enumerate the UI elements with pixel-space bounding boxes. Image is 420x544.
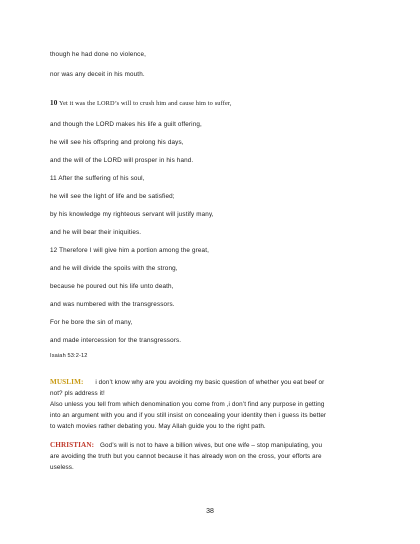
verse-line: and made intercession for the transgressors. bbox=[50, 337, 182, 344]
verse-line: and was numbered with the transgressors. bbox=[50, 301, 175, 308]
verse-line: by his knowledge my righteous servant will justify many, bbox=[50, 211, 214, 218]
verse-line-lead bbox=[50, 99, 232, 108]
verse-line: 11 After the suffering of his soul, bbox=[50, 175, 145, 182]
muslim-line-1 bbox=[50, 377, 372, 388]
muslim-statement bbox=[50, 377, 372, 432]
verse-line: and though the LORD makes his life a guilt offering, bbox=[50, 121, 202, 128]
dialog-text: are avoiding the truth but you cannot because it has already won on the cross, your efforts are bbox=[50, 453, 322, 460]
speaker-label-muslim: MUSLIM: bbox=[50, 378, 84, 386]
verse-line: nor was any deceit in his mouth. bbox=[50, 71, 145, 78]
verse-line: and he will bear their iniquities. bbox=[50, 229, 142, 236]
dialog-text: to watch movies rather debating you. May Allah guide you to the right path. bbox=[50, 423, 266, 430]
dialog-text: Also unless you tell from which denomination you come from ,i don’t find any purpose in getting bbox=[50, 401, 325, 408]
dialog-text: into an argument with you and if you still insist on concealing your identity then i guess its better bbox=[50, 412, 327, 419]
dialog-text: not? pls address it! bbox=[50, 390, 105, 397]
dialog-text: useless. bbox=[50, 464, 74, 471]
christian-statement bbox=[50, 440, 372, 473]
verse-line: he will see the light of life and be satisfied; bbox=[50, 193, 175, 200]
page-number: 38 bbox=[206, 508, 214, 515]
speaker-label-christian: CHRISTIAN: bbox=[50, 441, 95, 449]
verse-line: though he had done no violence, bbox=[50, 51, 147, 58]
verse-line: For he bore the sin of many, bbox=[50, 319, 133, 326]
verse-line: 12 Therefore I will give him a portion among the great, bbox=[50, 247, 209, 254]
dialog-text: i don’t know why are you avoiding my basic question of whether you eat beef or bbox=[95, 379, 325, 386]
verse-line: he will see his offspring and prolong his days, bbox=[50, 139, 184, 146]
verse-line: because he poured out his life unto death, bbox=[50, 283, 174, 290]
verse-line: and the will of the LORD will prosper in his hand. bbox=[50, 157, 194, 164]
christian-line-1 bbox=[50, 440, 372, 451]
verse-line: and he will divide the spoils with the strong, bbox=[50, 265, 178, 272]
verse-number: 10 bbox=[50, 99, 58, 107]
scripture-reference: Isaiah 53:2-12 bbox=[50, 353, 88, 359]
dialog-text: God’s will is not to have a billion wives, but one wife – stop manipulating, you bbox=[100, 442, 323, 449]
verse-text: Yet it was the LORD’s will to crush him and cause him to suffer, bbox=[59, 100, 232, 107]
